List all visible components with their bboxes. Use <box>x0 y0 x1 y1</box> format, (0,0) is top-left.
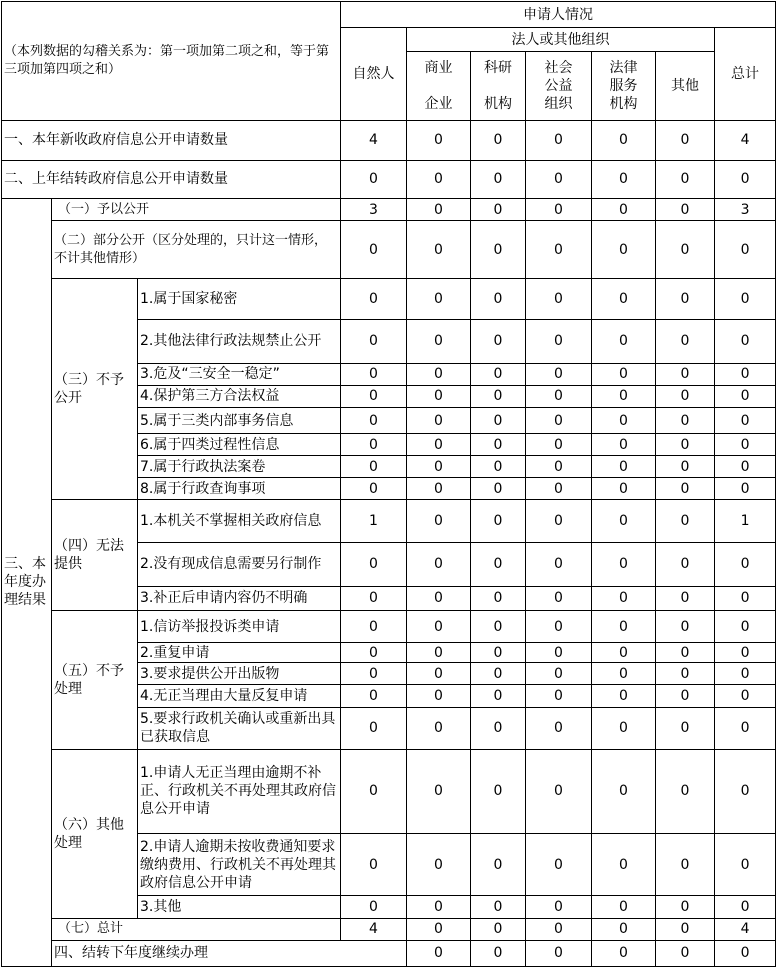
value-cell: 0 <box>341 221 407 279</box>
value-cell: 0 <box>526 611 592 643</box>
row-label: 3.要求提供公开出版物 <box>138 663 341 685</box>
value-cell: 0 <box>715 385 776 407</box>
value-cell: 0 <box>471 663 526 685</box>
group-label: （四）无法提供 <box>52 500 138 611</box>
value-cell: 0 <box>526 643 592 663</box>
value-cell: 0 <box>592 198 656 220</box>
row-label: 3.危及“三安全一稳定” <box>138 363 341 385</box>
value-cell: 0 <box>715 896 776 918</box>
value-cell: 0 <box>592 385 656 407</box>
table-row <box>2 918 776 940</box>
value-cell: 4 <box>715 918 776 940</box>
value-cell: 0 <box>656 749 715 833</box>
value-cell: 0 <box>471 940 526 966</box>
value-cell: 0 <box>715 279 776 319</box>
value-cell: 0 <box>407 542 471 586</box>
value-cell: 0 <box>471 896 526 918</box>
row-label: 一、本年新收政府信息公开申请数量 <box>2 120 341 160</box>
social-org-header: 社会 公益 组织 <box>526 52 592 120</box>
value-cell: 0 <box>656 408 715 434</box>
row-label: 二、上年结转政府信息公开申请数量 <box>2 160 341 198</box>
value-cell: 0 <box>471 120 526 160</box>
row-label: 四、结转下年度继续办理 <box>52 940 407 966</box>
value-cell: 0 <box>407 221 471 279</box>
value-cell: 0 <box>592 940 656 966</box>
total-header: 总计 <box>715 28 776 120</box>
value-cell: 0 <box>341 542 407 586</box>
row-label: 2.其他法律行政法规禁止公开 <box>138 319 341 363</box>
value-cell: 0 <box>526 586 592 610</box>
value-cell: 0 <box>407 896 471 918</box>
value-cell: 1 <box>715 500 776 542</box>
applicant-header: 申请人情况 <box>341 2 776 28</box>
value-cell: 0 <box>656 456 715 478</box>
value-cell: 0 <box>407 456 471 478</box>
value-cell: 0 <box>407 834 471 896</box>
table-row <box>2 198 776 220</box>
value-cell: 0 <box>592 896 656 918</box>
value-cell: 0 <box>341 160 407 198</box>
value-cell: 0 <box>656 120 715 160</box>
value-cell: 3 <box>341 198 407 220</box>
value-cell: 0 <box>526 456 592 478</box>
value-cell: 4 <box>715 120 776 160</box>
value-cell: 0 <box>526 408 592 434</box>
group-label: （六）其他处理 <box>52 749 138 918</box>
value-cell: 0 <box>407 611 471 643</box>
value-cell: 0 <box>715 542 776 586</box>
value-cell: 0 <box>407 707 471 749</box>
value-cell: 0 <box>341 834 407 896</box>
value-cell: 0 <box>592 542 656 586</box>
row-label: 1.属于国家秘密 <box>138 279 341 319</box>
table-row <box>2 279 776 319</box>
row-label: 5.属于三类内部事务信息 <box>138 408 341 434</box>
value-cell: 0 <box>471 198 526 220</box>
value-cell: 0 <box>656 160 715 198</box>
value-cell: 0 <box>592 643 656 663</box>
value-cell: 0 <box>407 434 471 456</box>
value-cell: 0 <box>656 363 715 385</box>
value-cell: 0 <box>656 385 715 407</box>
value-cell: 0 <box>656 643 715 663</box>
row-label: 4.无正当理由大量反复申请 <box>138 685 341 707</box>
value-cell: 0 <box>526 685 592 707</box>
value-cell: 0 <box>407 918 471 940</box>
value-cell: 0 <box>471 434 526 456</box>
value-cell: 0 <box>656 663 715 685</box>
value-cell: 0 <box>592 279 656 319</box>
row-label: 5.要求行政机关确认或重新出具已获取信息 <box>138 707 341 749</box>
legal-org-header: 法人或其他组织 <box>407 28 715 52</box>
value-cell: 0 <box>526 319 592 363</box>
value-cell: 0 <box>715 160 776 198</box>
value-cell: 0 <box>471 221 526 279</box>
value-cell: 0 <box>341 586 407 610</box>
value-cell: 0 <box>341 434 407 456</box>
value-cell: 0 <box>341 663 407 685</box>
value-cell: 0 <box>526 434 592 456</box>
row-label: （一）予以公开 <box>52 198 341 220</box>
other-header: 其他 <box>656 52 715 120</box>
value-cell: 0 <box>715 685 776 707</box>
value-cell: 0 <box>715 586 776 610</box>
value-cell: 0 <box>341 279 407 319</box>
value-cell: 0 <box>526 198 592 220</box>
value-cell: 0 <box>526 542 592 586</box>
value-cell: 0 <box>407 749 471 833</box>
value-cell: 0 <box>471 279 526 319</box>
value-cell: 3 <box>715 198 776 220</box>
value-cell: 0 <box>592 749 656 833</box>
value-cell: 0 <box>656 896 715 918</box>
value-cell: 0 <box>526 896 592 918</box>
value-cell: 0 <box>471 319 526 363</box>
research-header: 科研 机构 <box>471 52 526 120</box>
value-cell: 0 <box>656 940 715 966</box>
row-label: 2.没有现成信息需要另行制作 <box>138 542 341 586</box>
disclosure-stats-table <box>1 1 776 967</box>
value-cell: 0 <box>592 918 656 940</box>
value-cell: 0 <box>407 478 471 500</box>
table-row <box>2 160 776 198</box>
value-cell: 0 <box>592 707 656 749</box>
value-cell: 0 <box>471 611 526 643</box>
value-cell: 0 <box>407 160 471 198</box>
value-cell: 0 <box>341 456 407 478</box>
row-label: 2.申请人逾期未按收费通知要求缴纳费用、行政机关不再处理其政府信息公开申请 <box>138 834 341 896</box>
value-cell: 0 <box>592 500 656 542</box>
legal-service-header: 法律 服务 机构 <box>592 52 656 120</box>
value-cell: 0 <box>656 542 715 586</box>
value-cell: 0 <box>471 385 526 407</box>
value-cell: 0 <box>341 685 407 707</box>
value-cell: 0 <box>341 385 407 407</box>
row-label: 7.属于行政执法案卷 <box>138 456 341 478</box>
row-label: 3.其他 <box>138 896 341 918</box>
value-cell: 0 <box>471 834 526 896</box>
value-cell: 0 <box>526 160 592 198</box>
row-label: 1.申请人无正当理由逾期不补正、行政机关不再处理其政府信息公开申请 <box>138 749 341 833</box>
value-cell: 0 <box>715 940 776 966</box>
value-cell: 0 <box>407 500 471 542</box>
value-cell: 0 <box>407 663 471 685</box>
value-cell: 0 <box>471 160 526 198</box>
value-cell: 4 <box>341 120 407 160</box>
value-cell: 0 <box>715 456 776 478</box>
value-cell: 0 <box>341 611 407 643</box>
value-cell: 0 <box>471 456 526 478</box>
value-cell: 0 <box>592 319 656 363</box>
value-cell: 4 <box>341 918 407 940</box>
value-cell: 0 <box>715 611 776 643</box>
value-cell: 0 <box>341 707 407 749</box>
value-cell: 0 <box>656 221 715 279</box>
value-cell: 0 <box>341 643 407 663</box>
value-cell: 0 <box>715 643 776 663</box>
value-cell: 0 <box>407 940 471 966</box>
value-cell: 0 <box>526 918 592 940</box>
value-cell: 0 <box>526 749 592 833</box>
value-cell: 0 <box>526 500 592 542</box>
value-cell: 0 <box>526 279 592 319</box>
value-cell: 0 <box>471 363 526 385</box>
value-cell: 0 <box>592 834 656 896</box>
value-cell: 0 <box>656 478 715 500</box>
value-cell: 0 <box>471 685 526 707</box>
row-label: 6.属于四类过程性信息 <box>138 434 341 456</box>
table-row <box>2 221 776 279</box>
value-cell: 1 <box>341 500 407 542</box>
value-cell: 0 <box>526 221 592 279</box>
value-cell: 0 <box>407 319 471 363</box>
table-row <box>2 500 776 542</box>
value-cell: 0 <box>656 707 715 749</box>
value-cell: 0 <box>407 363 471 385</box>
value-cell: 0 <box>471 408 526 434</box>
table-row <box>2 749 776 833</box>
header-row-1 <box>2 2 776 28</box>
row-label: 8.属于行政查询事项 <box>138 478 341 500</box>
value-cell: 0 <box>715 478 776 500</box>
value-cell: 0 <box>407 643 471 663</box>
value-cell: 0 <box>471 643 526 663</box>
value-cell: 0 <box>526 707 592 749</box>
value-cell: 0 <box>526 663 592 685</box>
value-cell: 0 <box>656 434 715 456</box>
value-cell: 0 <box>341 749 407 833</box>
row-label: 2.重复申请 <box>138 643 341 663</box>
value-cell: 0 <box>592 663 656 685</box>
value-cell: 0 <box>715 221 776 279</box>
value-cell: 0 <box>715 434 776 456</box>
value-cell: 0 <box>407 408 471 434</box>
value-cell: 0 <box>471 478 526 500</box>
value-cell: 0 <box>592 160 656 198</box>
value-cell: 0 <box>656 685 715 707</box>
row-label: 1.本机关不掌握相关政府信息 <box>138 500 341 542</box>
value-cell: 0 <box>715 834 776 896</box>
value-cell: 0 <box>592 434 656 456</box>
value-cell: 0 <box>526 385 592 407</box>
value-cell: 0 <box>341 408 407 434</box>
value-cell: 0 <box>715 749 776 833</box>
value-cell: 0 <box>592 478 656 500</box>
natural-person-header: 自然人 <box>341 28 407 120</box>
value-cell: 0 <box>526 940 592 966</box>
note-cell: （本列数据的勾稽关系为：第一项加第二项之和，等于第三项加第四项之和） <box>2 2 341 121</box>
value-cell: 0 <box>407 120 471 160</box>
row-label: （二）部分公开（区分处理的，只计这一情形，不计其他情形） <box>52 221 341 279</box>
group-label: （三）不予公开 <box>52 279 138 500</box>
value-cell: 0 <box>715 319 776 363</box>
row-label: （七）总计 <box>52 918 341 940</box>
value-cell: 0 <box>715 408 776 434</box>
value-cell: 0 <box>526 834 592 896</box>
row-label: 3.补正后申请内容仍不明确 <box>138 586 341 610</box>
table-row <box>2 120 776 160</box>
value-cell: 0 <box>656 611 715 643</box>
value-cell: 0 <box>471 542 526 586</box>
group-label: （五）不予处理 <box>52 611 138 750</box>
value-cell: 0 <box>656 319 715 363</box>
value-cell: 0 <box>407 198 471 220</box>
value-cell: 0 <box>715 707 776 749</box>
value-cell: 0 <box>592 363 656 385</box>
value-cell: 0 <box>656 834 715 896</box>
value-cell: 0 <box>341 478 407 500</box>
value-cell: 0 <box>471 918 526 940</box>
value-cell: 0 <box>407 685 471 707</box>
value-cell: 0 <box>656 198 715 220</box>
value-cell: 0 <box>715 663 776 685</box>
value-cell: 0 <box>526 363 592 385</box>
value-cell: 0 <box>656 586 715 610</box>
row-label: 1.信访举报投诉类申请 <box>138 611 341 643</box>
value-cell: 0 <box>471 749 526 833</box>
value-cell: 0 <box>526 120 592 160</box>
value-cell: 0 <box>407 586 471 610</box>
value-cell: 0 <box>526 478 592 500</box>
value-cell: 0 <box>592 456 656 478</box>
value-cell: 0 <box>592 611 656 643</box>
value-cell: 0 <box>592 586 656 610</box>
section-3-label: 三、本年度办理结果 <box>2 198 52 966</box>
value-cell: 0 <box>471 500 526 542</box>
value-cell: 0 <box>471 586 526 610</box>
value-cell: 0 <box>592 120 656 160</box>
value-cell: 0 <box>656 918 715 940</box>
value-cell: 0 <box>341 319 407 363</box>
value-cell: 0 <box>592 221 656 279</box>
table-row <box>2 940 776 966</box>
value-cell: 0 <box>341 896 407 918</box>
value-cell: 0 <box>715 363 776 385</box>
commercial-header: 商业 企业 <box>407 52 471 120</box>
value-cell: 0 <box>592 685 656 707</box>
value-cell: 0 <box>656 500 715 542</box>
value-cell: 0 <box>592 408 656 434</box>
value-cell: 0 <box>407 279 471 319</box>
value-cell: 0 <box>341 363 407 385</box>
value-cell: 0 <box>407 385 471 407</box>
row-label: 4.保护第三方合法权益 <box>138 385 341 407</box>
value-cell: 0 <box>471 707 526 749</box>
table-row <box>2 611 776 643</box>
value-cell: 0 <box>656 279 715 319</box>
